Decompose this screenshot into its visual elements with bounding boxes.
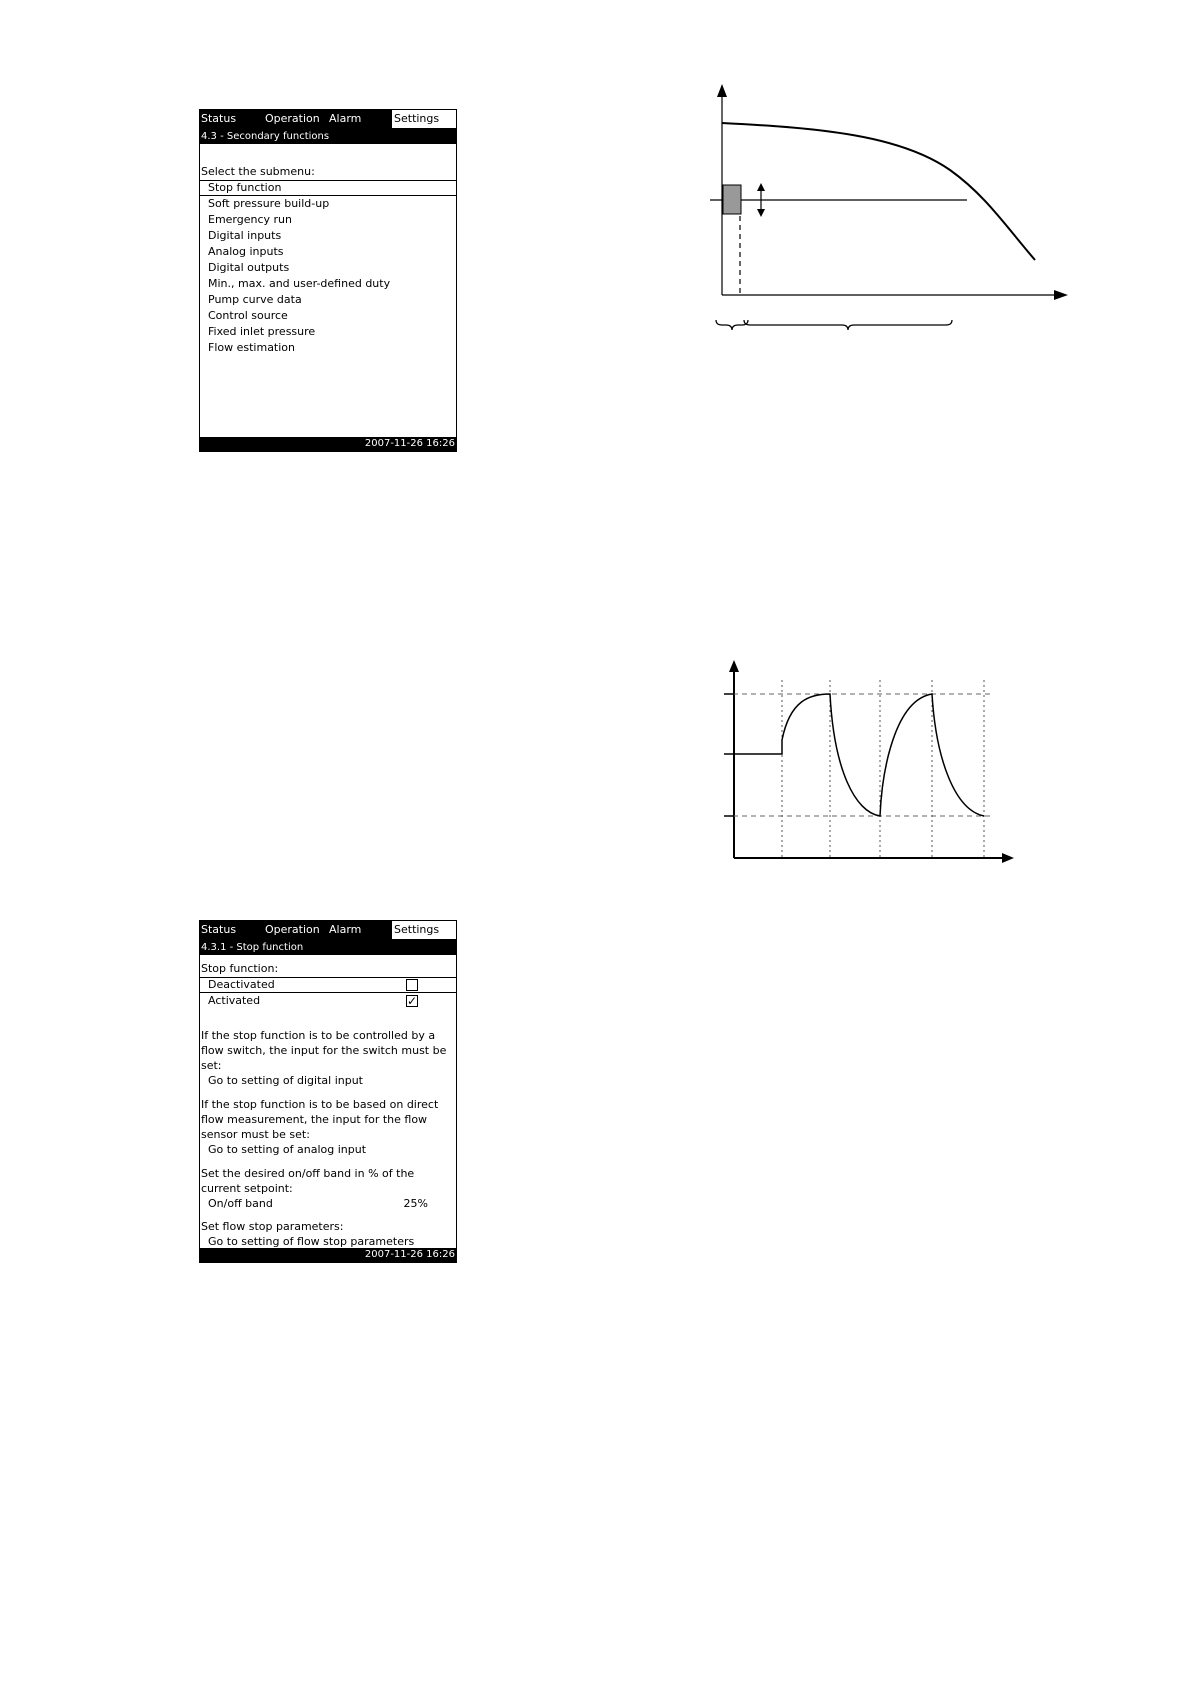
menu-title: 4.3 - Secondary functions xyxy=(200,129,456,144)
pump-curve-diagram xyxy=(700,80,1080,340)
activated-checkbox[interactable]: ✓ xyxy=(407,994,418,1008)
stop-function-label: Stop function: xyxy=(201,962,279,975)
digital-input-link[interactable]: Go to setting of digital input xyxy=(208,1074,363,1087)
menu-title: 4.3.1 - Stop function xyxy=(200,940,456,955)
status-footer-datetime: 2007-11-26 16:26 xyxy=(200,437,456,451)
band-arrow-down xyxy=(757,209,765,217)
flow-switch-text: If the stop function is to be controlled by a flow switch, the input for the switch must be set: xyxy=(201,1029,447,1072)
y-arrow-head xyxy=(729,660,739,672)
analog-input-link[interactable]: Go to setting of analog input xyxy=(208,1143,367,1156)
stop-function-screen xyxy=(199,920,457,1263)
menu-item-emergency-run[interactable]: Emergency run xyxy=(208,213,293,226)
menu-item-fixed-inlet[interactable]: Fixed inlet pressure xyxy=(208,325,316,338)
tab-settings[interactable]: Settings xyxy=(392,921,456,939)
stop-band-box xyxy=(723,185,741,214)
flow-sensor-text: If the stop function is to be based on direct flow measurement, the input for the flow sensor must be set: xyxy=(201,1098,439,1141)
menu-item-stop-function[interactable]: Stop function xyxy=(200,180,456,196)
x-arrow-head xyxy=(1054,290,1068,300)
menu-item-duty[interactable]: Min., max. and user-defined duty xyxy=(208,277,391,290)
y-arrow-head xyxy=(717,84,727,97)
secondary-functions-screen xyxy=(199,109,457,452)
pump-curve xyxy=(722,123,1035,260)
band-arrow-up xyxy=(757,183,765,191)
status-footer-datetime: 2007-11-26 16:26 xyxy=(200,1248,456,1262)
option-label: Activated xyxy=(208,994,261,1007)
menu-item-digital-outputs[interactable]: Digital outputs xyxy=(208,261,290,274)
tab-operation[interactable]: Operation xyxy=(264,921,328,939)
submenu-prompt: Select the submenu: xyxy=(201,165,315,178)
on-off-band-row[interactable] xyxy=(200,1196,456,1211)
menu-item-control-source[interactable]: Control source xyxy=(208,309,288,322)
deactivated-checkbox[interactable] xyxy=(406,979,418,991)
tab-operation[interactable]: Operation xyxy=(264,110,328,128)
menu-item-flow-estimation[interactable]: Flow estimation xyxy=(208,341,296,354)
menu-item-pump-curve[interactable]: Pump curve data xyxy=(208,293,302,306)
x-arrow-head xyxy=(1002,853,1014,863)
right-brace xyxy=(744,320,952,330)
band-value[interactable]: 25% xyxy=(403,1197,428,1210)
tab-settings[interactable]: Settings xyxy=(392,110,456,128)
tab-status[interactable]: Status xyxy=(200,921,264,939)
flow-stop-params-link[interactable]: Go to setting of flow stop parameters xyxy=(208,1235,415,1248)
pressure-cycle-diagram xyxy=(710,650,1030,860)
option-deactivated[interactable] xyxy=(200,977,456,993)
flow-stop-text: Set flow stop parameters: xyxy=(201,1220,344,1233)
tab-status[interactable]: Status xyxy=(200,110,264,128)
menu-item-soft-pressure[interactable]: Soft pressure build-up xyxy=(208,197,330,210)
on-off-band-text: Set the desired on/off band in % of the current setpoint: xyxy=(201,1167,415,1195)
left-brace xyxy=(716,320,748,330)
menu-item-digital-inputs[interactable]: Digital inputs xyxy=(208,229,282,242)
tab-bar xyxy=(200,110,456,129)
band-label: On/off band xyxy=(208,1197,273,1210)
tab-alarm[interactable]: Alarm xyxy=(328,110,392,128)
option-activated[interactable] xyxy=(200,993,456,1009)
tab-bar xyxy=(200,921,456,940)
tab-alarm[interactable]: Alarm xyxy=(328,921,392,939)
option-label: Deactivated xyxy=(208,978,275,991)
pressure-curve xyxy=(734,694,984,816)
menu-item-analog-inputs[interactable]: Analog inputs xyxy=(208,245,284,258)
